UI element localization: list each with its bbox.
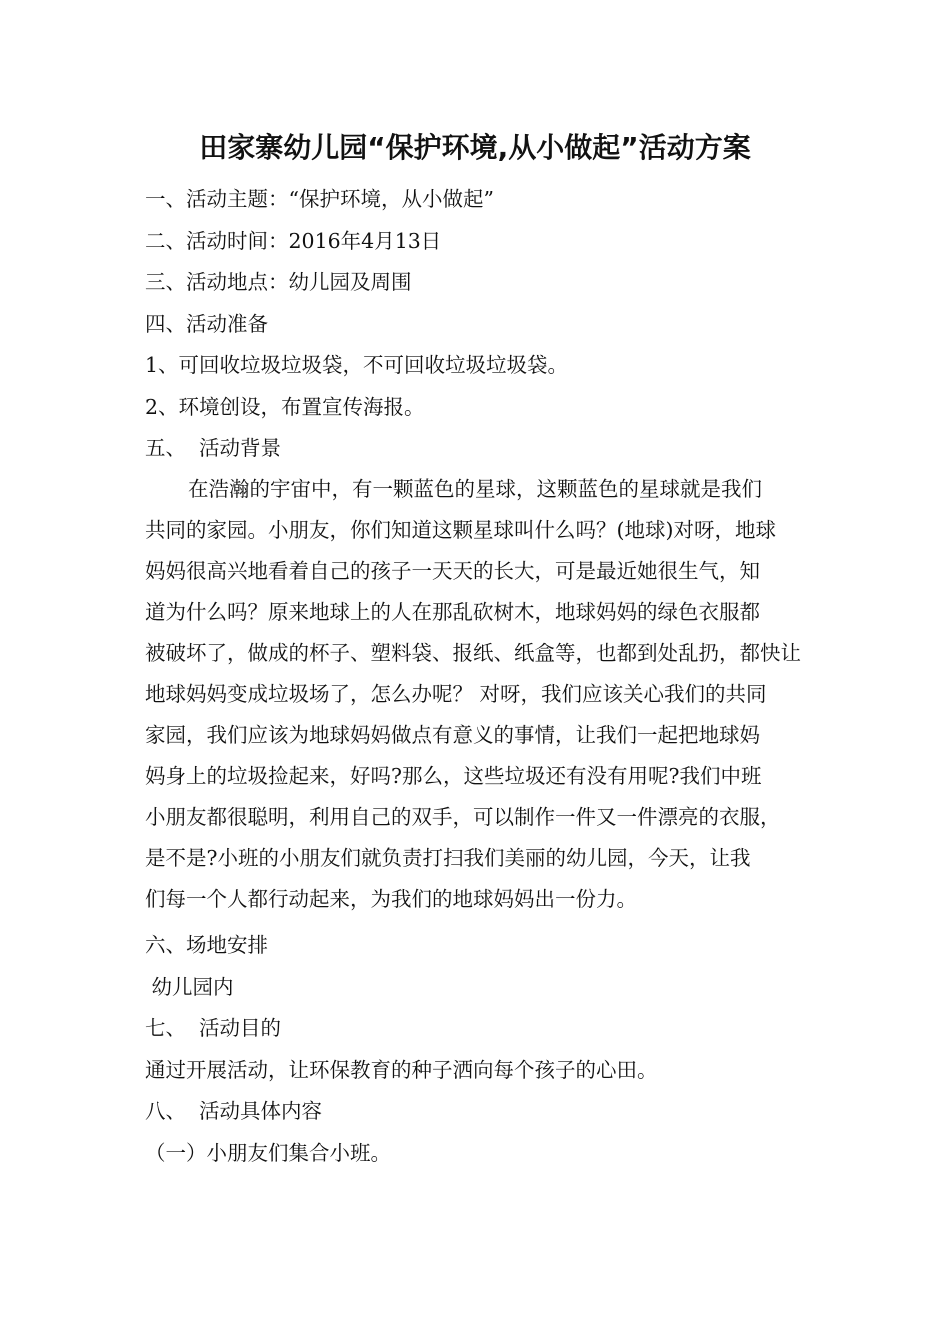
preparation-item-1: 1、可回收垃圾垃圾袋，不可回收垃圾垃圾袋。: [145, 353, 569, 377]
preparation-item-2: 2、环境创设，布置宣传海报。: [145, 395, 425, 419]
document-title: 田家寨幼儿园“保护环境,从小做起”活动方案: [199, 131, 751, 164]
paragraph-line: 共同的家园。小朋友，你们知道这颗星球叫什么吗？(地球)对呀，地球: [145, 518, 776, 542]
paragraph-line: 们每一个人都行动起来，为我们的地球妈妈出一份力。: [145, 887, 637, 911]
content-item-1: （一）小朋友们集合小班。: [145, 1141, 391, 1165]
paragraph-line: 道为什么吗？原来地球上的人在那乱砍树木，地球妈妈的绿色衣服都: [145, 600, 760, 624]
section-venue-heading: 六、场地安排: [145, 933, 268, 957]
paragraph-line: 被破坏了，做成的杯子、塑料袋、报纸、纸盒等，也都到处乱扔，都快让: [145, 641, 801, 665]
paragraph-line: 在浩瀚的宇宙中，有一颗蓝色的星球，这颗蓝色的星球就是我们: [188, 477, 762, 501]
section-goal-heading: 七、 活动目的: [145, 1016, 282, 1040]
paragraph-line: 小朋友都很聪明，利用自己的双手，可以制作一件又一件漂亮的衣服，: [145, 805, 781, 829]
section-place: 三、活动地点：幼儿园及周围: [145, 270, 412, 294]
venue-value: 幼儿园内: [145, 975, 234, 999]
section-preparation-heading: 四、活动准备: [145, 312, 268, 336]
background-paragraph: [145, 474, 825, 925]
paragraph-line: 家园，我们应该为地球妈妈做点有意义的事情，让我们一起把地球妈: [145, 723, 760, 747]
section-time: 二、活动时间：2016年4月13日: [145, 229, 442, 253]
paragraph-line: 是不是?小班的小朋友们就负责打扫我们美丽的幼儿园，今天，让我: [145, 846, 751, 870]
section-theme: 一、活动主题：“保护环境，从小做起”: [145, 187, 494, 211]
goal-text: 通过开展活动，让环保教育的种子洒向每个孩子的心田。: [145, 1058, 658, 1082]
paragraph-line: 妈妈很高兴地看着自己的孩子一天天的长大，可是最近她很生气，知: [145, 559, 760, 583]
paragraph-line: 地球妈妈变成垃圾场了，怎么办呢？ 对呀，我们应该关心我们的共同: [145, 682, 767, 706]
section-background-heading: 五、 活动背景: [145, 436, 282, 460]
paragraph-line: 妈身上的垃圾捡起来，好吗?那么，这些垃圾还有没有用呢?我们中班: [145, 764, 762, 788]
section-content-heading: 八、 活动具体内容: [145, 1099, 323, 1123]
